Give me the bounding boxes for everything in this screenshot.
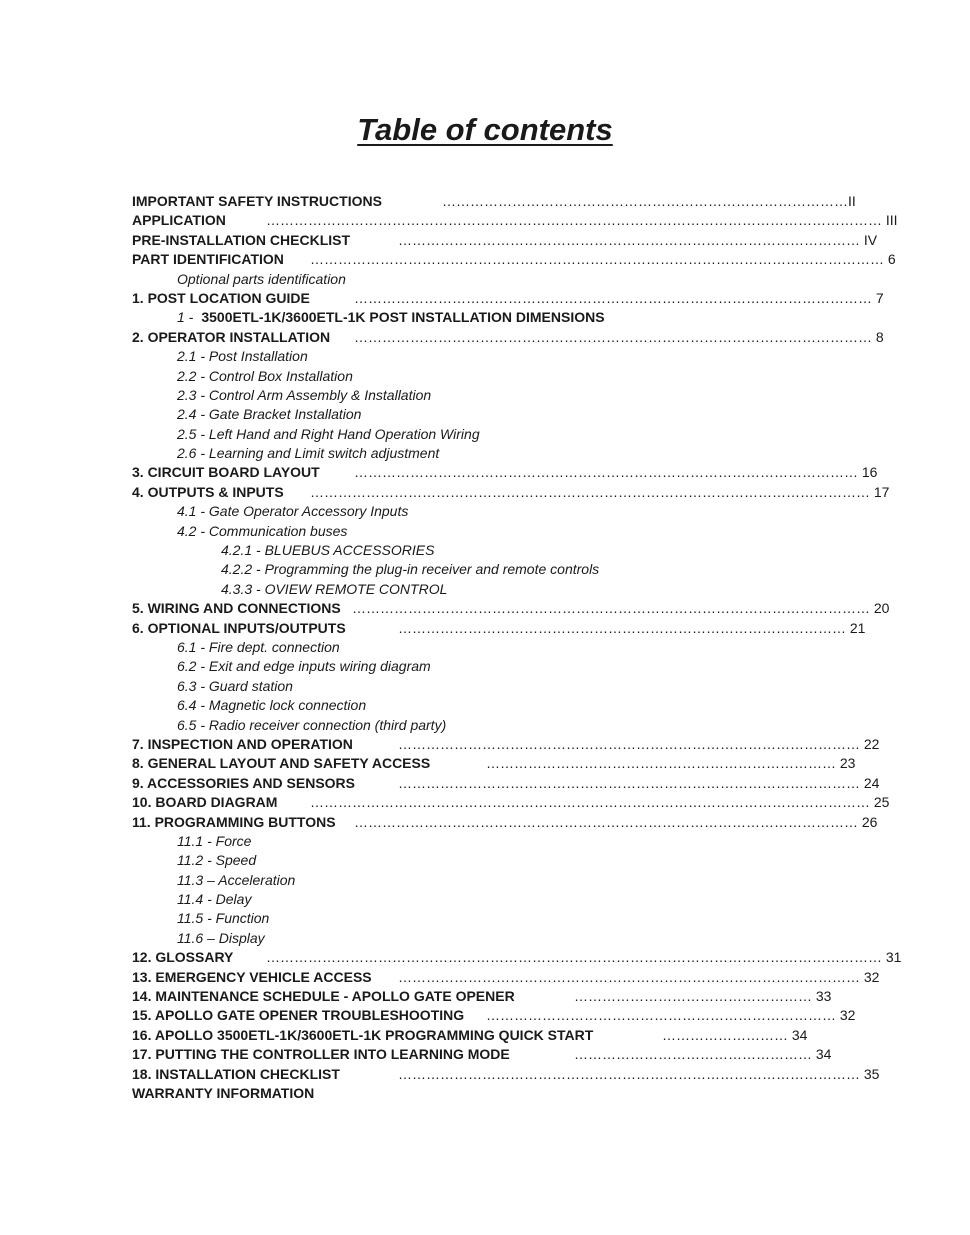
toc-entry-label: 11.5 - Function: [177, 910, 270, 927]
toc-entry[interactable]: [132, 1065, 880, 1084]
toc-entry[interactable]: [132, 405, 792, 424]
toc-entry-leader: [398, 619, 866, 638]
toc-entry-dots: ……………………………………………: [574, 1046, 812, 1063]
toc-entry-dots: ……………………………………………………………………………………………………………: [310, 251, 884, 268]
toc-entry[interactable]: [132, 347, 792, 366]
toc-entry-label: 3. CIRCUIT BOARD LAYOUT: [132, 464, 320, 481]
toc-entry[interactable]: [132, 1045, 832, 1064]
toc-entry-label: 2.4 - Gate Bracket Installation: [177, 406, 362, 423]
toc-entry-dots: ……………………………………………………………………………………: [398, 619, 846, 636]
toc-entry[interactable]: [132, 541, 792, 560]
toc-entry-label: 2.5 - Left Hand and Right Hand Operation Wiring: [177, 425, 480, 442]
toc-entry-label: IMPORTANT SAFETY INSTRUCTIONS: [132, 193, 382, 209]
toc-entry-dots: …………………………………………………………………………………………………: [352, 600, 870, 617]
toc-entry-label: 6.1 - Fire dept. connection: [177, 638, 340, 655]
toc-entry-label: 17. PUTTING THE CONTROLLER INTO LEARNING MODE: [132, 1046, 510, 1063]
toc-entry[interactable]: [132, 463, 878, 482]
toc-entry-page: 6: [884, 251, 896, 268]
toc-entry-dots: ……………………………………………………………………………………………………………………: [266, 212, 882, 229]
toc-entry[interactable]: [132, 754, 856, 773]
toc-entry-label: 15. APOLLO GATE OPENER TROUBLESHOOTING: [132, 1007, 465, 1024]
toc-entry-dots: ………………………………………………………………………………………………: [354, 464, 858, 481]
toc-entry-label: 3500ETL-1K/3600ETL-1K POST INSTALLATION DIMENSIONS: [201, 309, 605, 326]
toc-entry[interactable]: [132, 192, 856, 211]
toc-entry-label: 4.2 - Communication buses: [177, 522, 348, 539]
toc-entry-leader: [310, 250, 896, 269]
toc-entry-leader: [354, 463, 878, 482]
toc-entry-page: 31: [882, 949, 902, 966]
toc-entry-label: 11.4 - Delay: [177, 891, 252, 908]
toc-entry-page: 16: [858, 464, 878, 481]
toc-entry[interactable]: [132, 231, 878, 250]
table-of-contents: [132, 192, 902, 1103]
toc-entry[interactable]: [132, 890, 792, 909]
toc-entry-dots: ……………………………………………………………………………: [442, 193, 848, 209]
toc-entry-page: 22: [860, 735, 880, 752]
toc-entry-leader: [398, 231, 878, 250]
toc-entry-dots: ………………………: [662, 1026, 788, 1043]
toc-entry-label: 9. ACCESSORIES AND SENSORS: [132, 774, 356, 791]
toc-entry[interactable]: [132, 774, 880, 793]
toc-entry[interactable]: [132, 580, 792, 599]
toc-entry-dots: ………………………………………………………………………………………: [398, 231, 860, 248]
toc-entry-leader: [398, 1065, 880, 1084]
toc-entry-leader: [354, 813, 878, 832]
toc-entry-page: 34: [788, 1026, 808, 1043]
toc-entry-dots: ……………………………………………………………………………………………………………………: [266, 949, 882, 966]
toc-entry-label: 11.2 - Speed: [177, 852, 257, 869]
toc-entry[interactable]: [132, 483, 890, 502]
toc-entry-leader: [574, 987, 832, 1006]
toc-entry-page: III: [882, 212, 898, 229]
toc-entry[interactable]: [132, 502, 792, 521]
toc-entry-label: 2.2 - Control Box Installation: [177, 367, 353, 384]
toc-entry-label: Optional parts identification: [177, 270, 346, 287]
toc-entry[interactable]: [132, 638, 792, 657]
toc-entry-label: 4.3.3 - OVIEW REMOTE CONTROL: [221, 580, 448, 597]
toc-entry-label: 2.1 - Post Installation: [177, 348, 308, 365]
toc-entry-label: 6.2 - Exit and edge inputs wiring diagram: [177, 658, 431, 675]
toc-entry[interactable]: [132, 735, 880, 754]
toc-entry-leader: [310, 793, 890, 812]
toc-entry-leader: [354, 328, 884, 347]
toc-entry-label: 2. OPERATOR INSTALLATION: [132, 328, 331, 345]
toc-entry-label: 6. OPTIONAL INPUTS/OUTPUTS: [132, 619, 346, 636]
toc-entry-page: 23: [836, 755, 856, 772]
page-title: Table of contents: [357, 112, 613, 147]
toc-entry-label: APPLICATION: [132, 212, 226, 229]
toc-entry-label: 12. GLOSSARY: [132, 949, 234, 966]
toc-entry-label: 7. INSPECTION AND OPERATION: [132, 735, 353, 752]
toc-entry-label: 4. OUTPUTS & INPUTS: [132, 483, 284, 500]
toc-entry-leader: [398, 774, 880, 793]
toc-entry[interactable]: [132, 909, 792, 928]
toc-entry-leader: [398, 735, 880, 754]
toc-entry-label: 2.6 - Learning and Limit switch adjustment: [177, 445, 440, 462]
toc-entry-dots: ………………………………………………………………………………………: [398, 735, 860, 752]
toc-entry-leader: [354, 289, 884, 308]
toc-entry-page: 8: [872, 328, 884, 345]
toc-entry[interactable]: [132, 522, 792, 541]
toc-entry[interactable]: [132, 367, 792, 386]
toc-entry-page: 34: [812, 1046, 832, 1063]
toc-entry[interactable]: [132, 270, 792, 289]
toc-entry-label: 11. PROGRAMMING BUTTONS: [132, 813, 336, 830]
toc-entry-page: 32: [836, 1007, 856, 1024]
toc-entry-page: 21: [846, 619, 866, 636]
toc-entry-dots: ……………………………………………: [574, 988, 812, 1005]
toc-entry[interactable]: [132, 444, 792, 463]
toc-entry-dots: …………………………………………………………………: [486, 755, 836, 772]
toc-entry-leader: [398, 968, 880, 987]
toc-entry-label: PRE-INSTALLATION CHECKLIST: [132, 231, 351, 248]
toc-entry-number: 1 -: [177, 309, 194, 326]
toc-entry-dots: ………………………………………………………………………………………: [398, 774, 860, 791]
toc-entry-dots: …………………………………………………………………………………………………………: [310, 483, 870, 500]
toc-entry-page: IV: [860, 231, 878, 248]
toc-entry-leader: [266, 948, 902, 967]
toc-entry[interactable]: [132, 250, 896, 269]
toc-entry[interactable]: [132, 1026, 808, 1045]
toc-entry-label: 16. APOLLO 3500ETL-1K/3600ETL-1K PROGRAMMING QUICK START: [132, 1026, 594, 1043]
toc-entry-label: 6.3 - Guard station: [177, 677, 293, 694]
toc-entry-dots: …………………………………………………………………: [486, 1007, 836, 1024]
toc-entry-label: 4.2.1 - BLUEBUS ACCESSORIES: [221, 542, 435, 559]
toc-entry[interactable]: [132, 328, 884, 347]
toc-entry-label: 10. BOARD DIAGRAM: [132, 794, 278, 811]
toc-entry-page: 32: [860, 968, 880, 985]
toc-entry[interactable]: [132, 619, 866, 638]
toc-entry[interactable]: [132, 308, 792, 327]
toc-entry-page: 35: [860, 1065, 880, 1082]
toc-entry-label: 4.2.2 - Programming the plug-in receiver and remote controls: [221, 561, 600, 578]
toc-entry-label: 6.5 - Radio receiver connection (third party): [177, 716, 447, 733]
toc-entry-leader: [486, 754, 856, 773]
toc-entry[interactable]: [132, 851, 792, 870]
toc-entry-leader: [352, 599, 890, 618]
toc-entry-label: WARRANTY INFORMATION: [132, 1084, 315, 1101]
toc-entry-page: 7: [872, 289, 884, 306]
toc-entry[interactable]: [132, 560, 792, 579]
toc-entry[interactable]: [132, 289, 884, 308]
toc-entry-label: 11.1 - Force: [177, 832, 252, 849]
toc-entry-dots: …………………………………………………………………………………………………………: [310, 794, 870, 811]
toc-entry-label: 6.4 - Magnetic lock connection: [177, 697, 367, 714]
toc-entry-page: 20: [870, 600, 890, 617]
toc-entry-leader: [574, 1045, 832, 1064]
toc-entry[interactable]: [132, 716, 792, 735]
toc-entry-dots: …………………………………………………………………………………………………: [354, 328, 872, 345]
toc-entry-page: 17: [870, 483, 890, 500]
toc-entry-label: 8. GENERAL LAYOUT AND SAFETY ACCESS: [132, 755, 431, 772]
toc-entry-label: 2.3 - Control Arm Assembly & Installation: [177, 386, 432, 403]
toc-entry-dots: ………………………………………………………………………………………………: [354, 813, 858, 830]
toc-entry-label: 18. INSTALLATION CHECKLIST: [132, 1065, 340, 1082]
toc-entry-leader: [310, 483, 890, 502]
toc-entry[interactable]: [132, 871, 792, 890]
toc-entry[interactable]: [132, 425, 792, 444]
toc-entry-leader: [486, 1006, 856, 1025]
toc-entry-label: 5. WIRING AND CONNECTIONS: [132, 600, 341, 617]
toc-entry-leader: [442, 192, 856, 211]
toc-entry[interactable]: [132, 793, 890, 812]
toc-entry-page: 24: [860, 774, 880, 791]
toc-entry[interactable]: [132, 696, 792, 715]
toc-entry-page: II: [848, 193, 856, 209]
toc-entry-page: 26: [858, 813, 878, 830]
toc-entry-label: 11.6 – Display: [177, 929, 265, 946]
toc-entry-label: 11.3 – Acceleration: [177, 871, 296, 888]
toc-entry[interactable]: [132, 929, 792, 948]
toc-entry[interactable]: [132, 968, 880, 987]
toc-entry[interactable]: [132, 948, 902, 967]
toc-entry-label: 14. MAINTENANCE SCHEDULE - APOLLO GATE OPENER: [132, 988, 515, 1005]
toc-entry[interactable]: [132, 987, 832, 1006]
toc-entry-label: PART IDENTIFICATION: [132, 251, 284, 268]
toc-entry-dots: ………………………………………………………………………………………: [398, 1065, 860, 1082]
toc-entry[interactable]: [132, 1006, 856, 1025]
toc-entry-label: 13. EMERGENCY VEHICLE ACCESS: [132, 968, 372, 985]
toc-entry-page: 25: [870, 794, 890, 811]
toc-entry[interactable]: [132, 832, 792, 851]
toc-entry[interactable]: [132, 657, 792, 676]
toc-entry[interactable]: [132, 1084, 792, 1103]
toc-entry[interactable]: [132, 677, 792, 696]
toc-entry-dots: …………………………………………………………………………………………………: [354, 289, 872, 306]
toc-entry-leader: [266, 211, 898, 230]
toc-entry[interactable]: [132, 599, 890, 618]
toc-entry-dots: ………………………………………………………………………………………: [398, 968, 860, 985]
toc-entry[interactable]: [132, 211, 898, 230]
toc-entry[interactable]: [132, 813, 878, 832]
toc-entry[interactable]: [132, 386, 792, 405]
toc-entry-label: 1. POST LOCATION GUIDE: [132, 289, 310, 306]
toc-entry-page: 33: [812, 988, 832, 1005]
toc-entry-leader: [662, 1026, 808, 1045]
toc-entry-label: 4.1 - Gate Operator Accessory Inputs: [177, 503, 409, 520]
